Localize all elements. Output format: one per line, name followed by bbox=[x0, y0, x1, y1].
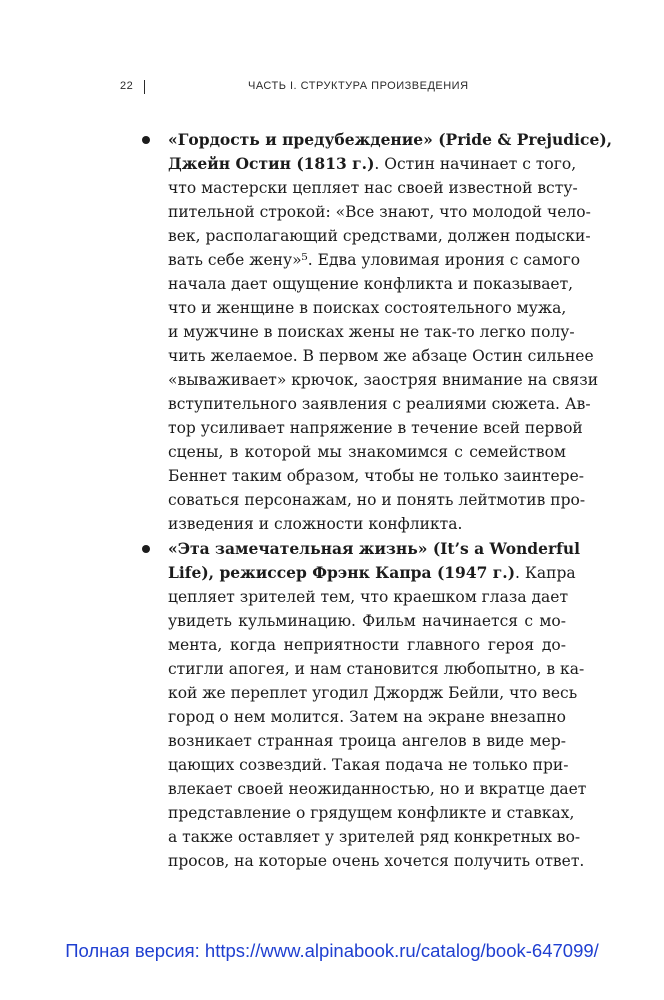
text-line bbox=[168, 344, 594, 368]
text-line bbox=[168, 561, 576, 585]
body-text: вать себе жену»⁵. Едва уловимая ирония с самого bbox=[168, 251, 581, 269]
body-text: вступительного заявления с реалиями сюжета. Ав- bbox=[168, 395, 591, 413]
text-line bbox=[168, 416, 583, 440]
text-line bbox=[168, 224, 591, 248]
text-line bbox=[168, 537, 580, 561]
body-text: «вываживает» крючок, заостряя внимание на связи bbox=[168, 371, 599, 389]
text-line bbox=[168, 392, 591, 416]
text-line bbox=[168, 801, 575, 825]
text-line bbox=[168, 512, 566, 536]
body-text: соваться персонажам, но и понять лейтмотив про- bbox=[168, 491, 586, 509]
body-text: влекает своей неожиданностью, но и вкратце дает bbox=[168, 780, 587, 798]
text-line bbox=[168, 200, 591, 224]
text-line bbox=[168, 440, 566, 464]
body-text: что и женщине в поисках состоятельного мужа, bbox=[168, 299, 567, 317]
bold-title: Life), режиссер Фрэнк Капра (1947 г.) bbox=[168, 563, 516, 582]
text-line bbox=[168, 488, 586, 512]
full-version-link[interactable]: Полная версия: https://www.alpinabook.ru/catalog/book-647099/ bbox=[65, 940, 599, 961]
text-line bbox=[168, 681, 578, 705]
text-line bbox=[168, 633, 566, 657]
body-text: Беннет таким образом, чтобы не только заинтере- bbox=[168, 467, 584, 485]
running-header bbox=[120, 80, 540, 100]
bold-title: Джейн Остин (1813 г.) bbox=[168, 154, 375, 173]
page-number: 22 bbox=[120, 80, 134, 92]
body-text: чить желаемое. В первом же абзаце Остин сильнее bbox=[168, 347, 594, 365]
body-text: город о нем молится. Затем на экране внезапно bbox=[168, 708, 566, 726]
body-text: представление о грядущем конфликте и ставках, bbox=[168, 804, 575, 822]
bullet-icon bbox=[142, 136, 150, 144]
header-divider bbox=[144, 80, 145, 94]
body-text: сцены, в которой мы знакомимся с семейством bbox=[168, 443, 566, 461]
body-text: просов, на которые очень хочется получить ответ. bbox=[168, 852, 585, 870]
bold-title: «Эта замечательная жизнь» (It’s a Wonderful bbox=[168, 539, 580, 558]
text-line bbox=[168, 128, 613, 152]
text-line bbox=[168, 825, 581, 849]
text-line bbox=[168, 657, 585, 681]
text-line bbox=[168, 152, 577, 176]
body-text: цепляет зрителей тем, что краешком глаза дает bbox=[168, 588, 569, 606]
body-text: и мужчине в поисках жены не так-то легко полу- bbox=[168, 323, 575, 341]
text-line bbox=[168, 248, 581, 272]
body-text: а также оставляет у зрителей ряд конкретных во- bbox=[168, 828, 581, 846]
body-text: начала дает ощущение конфликта и показывает, bbox=[168, 275, 574, 293]
bullet-icon bbox=[142, 545, 150, 553]
body-text: что мастерски цепляет нас своей известной всту- bbox=[168, 179, 578, 197]
text-line bbox=[168, 320, 575, 344]
body-text: пительной строкой: «Все знают, что молодой чело- bbox=[168, 203, 591, 221]
body-text: изведения и сложности конфликта. bbox=[168, 515, 463, 533]
body-text: кой же переплет угодил Джордж Бейли, что весь bbox=[168, 684, 578, 702]
body-text: увидеть кульминацию. Фильм начинается с мо- bbox=[168, 612, 566, 630]
body-text: . Капра bbox=[515, 564, 576, 582]
text-line bbox=[168, 849, 585, 873]
body-text: возникает странная троица ангелов в виде мер- bbox=[168, 732, 566, 750]
body-text: стигли апогея, и нам становится любопытно, в ка- bbox=[168, 660, 585, 678]
body-text: . Остин начинает с того, bbox=[374, 155, 577, 173]
text-line bbox=[168, 777, 587, 801]
text-line bbox=[168, 609, 566, 633]
text-line bbox=[168, 585, 569, 609]
text-line bbox=[168, 753, 569, 777]
text-line bbox=[168, 729, 566, 753]
text-line bbox=[168, 176, 578, 200]
body-text: цающих созвездий. Такая подача не только при- bbox=[168, 756, 569, 774]
text-line bbox=[168, 464, 584, 488]
body-text: век, располагающий средствами, должен подыски- bbox=[168, 227, 591, 245]
text-line bbox=[168, 705, 566, 729]
running-head-title: ЧАСТЬ I. СТРУКТУРА ПРОИЗВЕДЕНИЯ bbox=[248, 80, 469, 92]
text-line bbox=[168, 272, 574, 296]
body-text: тор усиливает напряжение в течение всей первой bbox=[168, 419, 583, 437]
bold-title: «Гордость и предубеждение» (Pride & Prejudice), bbox=[168, 130, 613, 149]
body-text: мента, когда неприятности главного героя до- bbox=[168, 636, 566, 654]
text-line bbox=[168, 368, 599, 392]
text-line bbox=[168, 296, 566, 320]
